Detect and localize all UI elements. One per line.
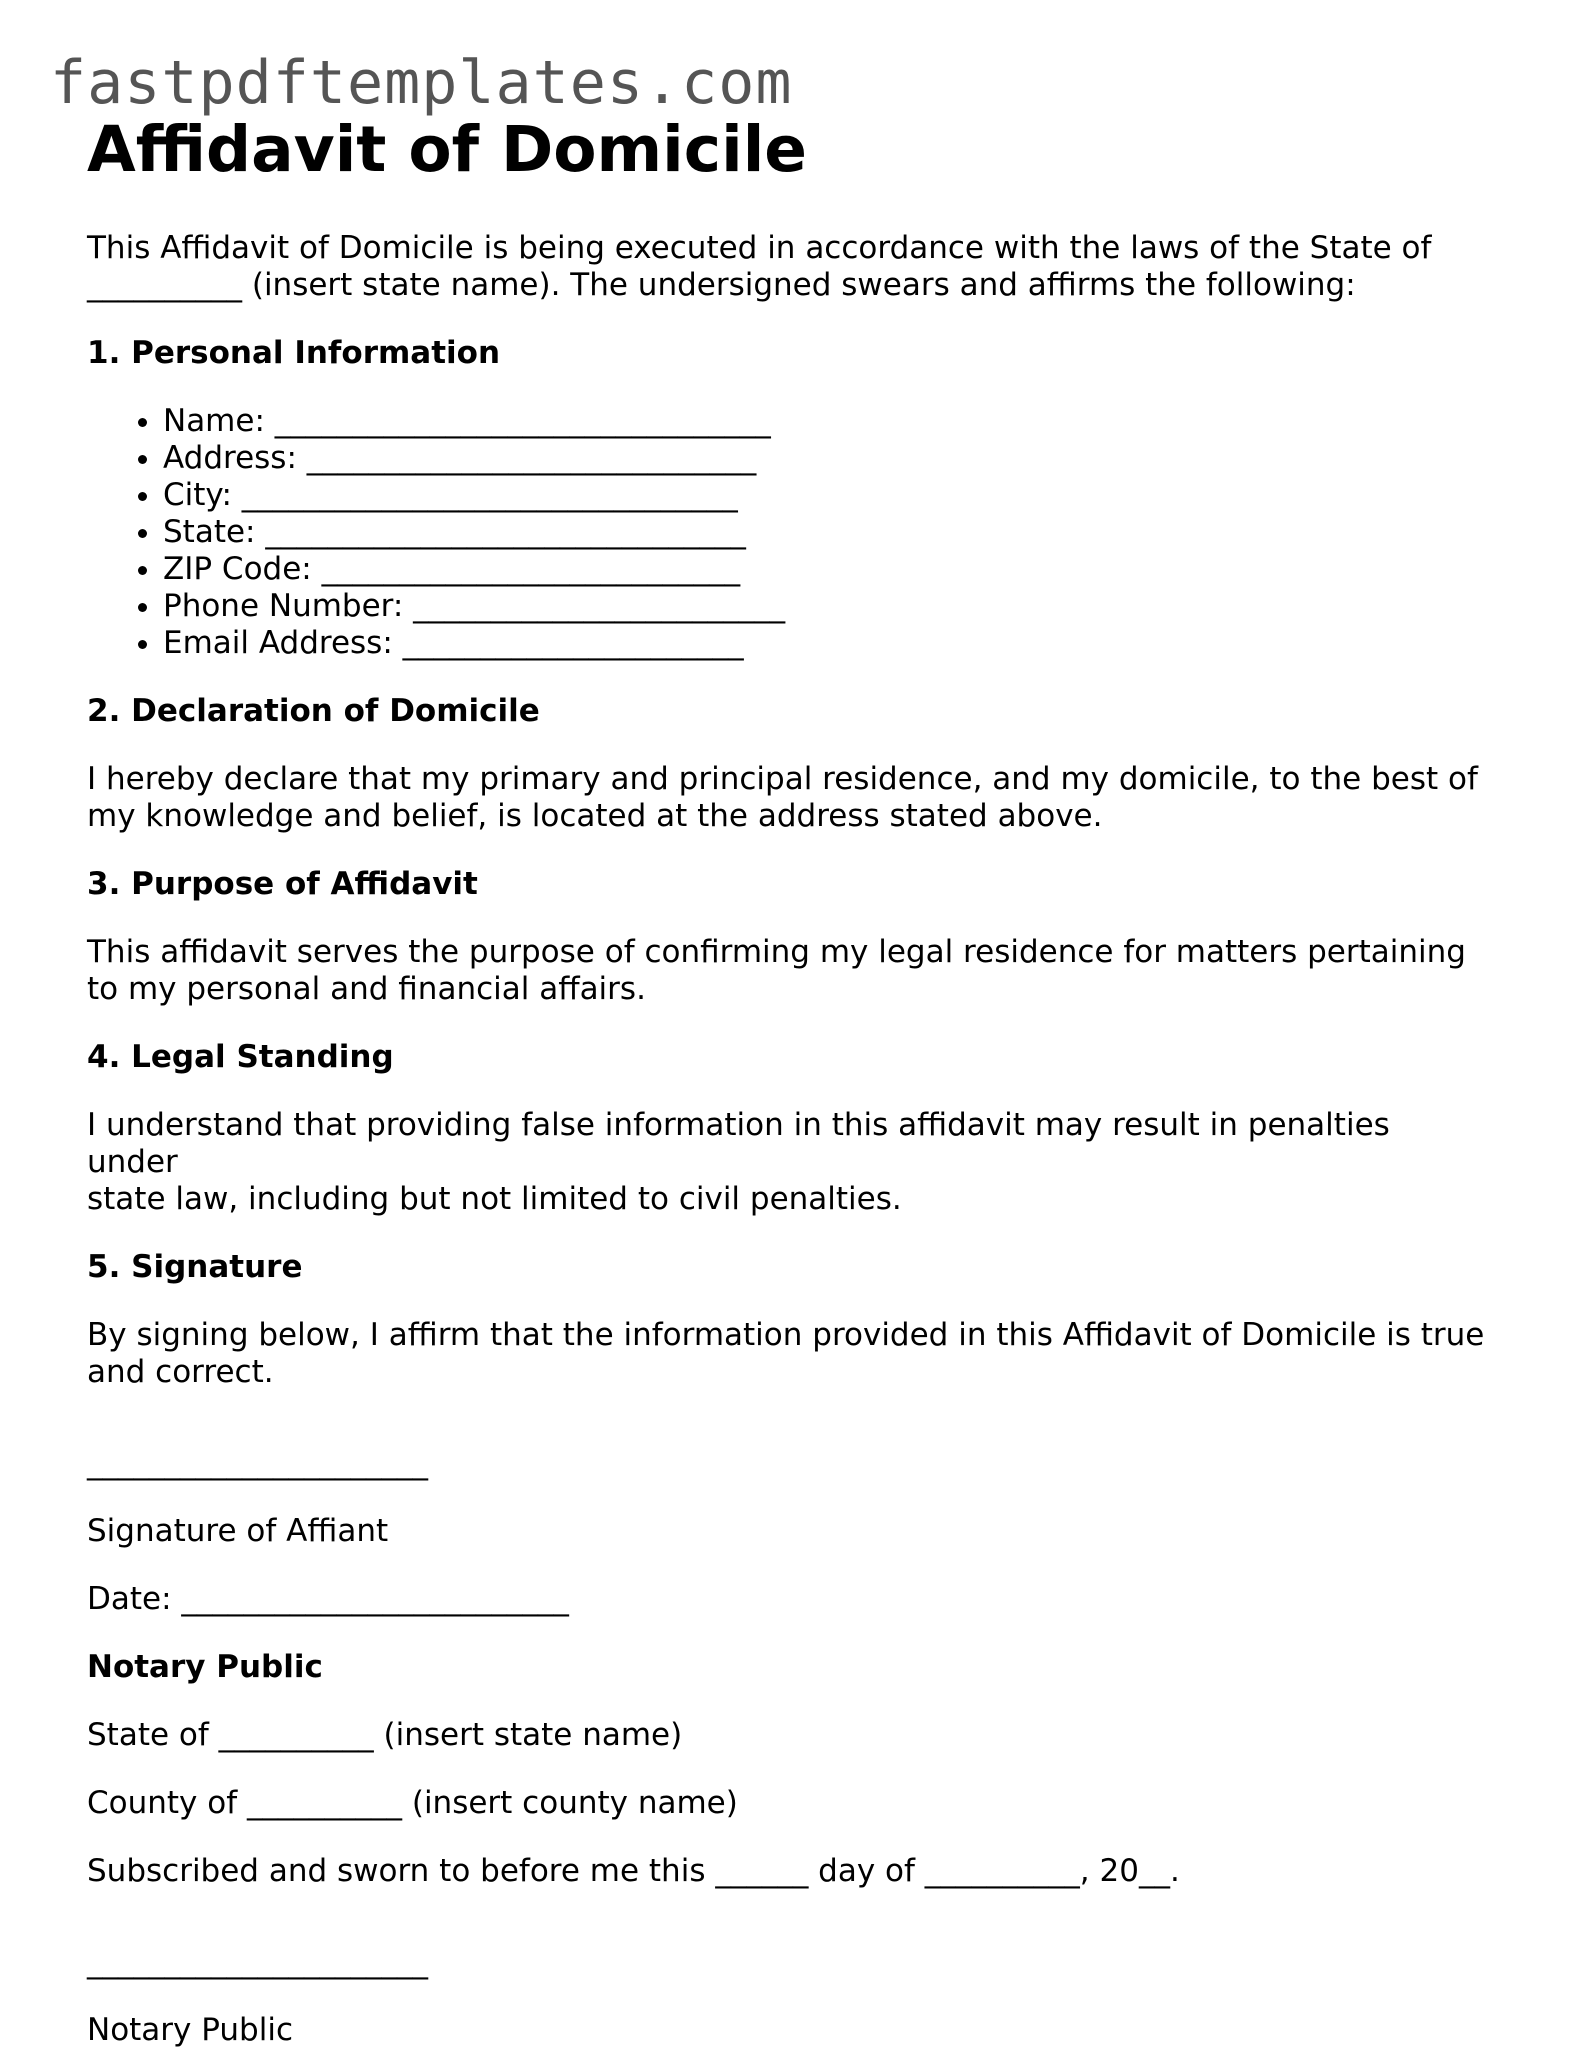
document-page <box>87 112 1487 2049</box>
name-field[interactable]: • Name: ________________________________ <box>163 403 1487 440</box>
signature-text: By signing below, I affirm that the information provided in this Affidavit of Domicile is true and correct. <box>87 1317 1485 1390</box>
watermark: fastpdftemplates.com <box>50 48 793 118</box>
purpose-heading: 3. Purpose of Affidavit <box>87 866 478 902</box>
intro-paragraph: This Affidavit of Domicile is being executed in accordance with the laws of the State of __________ (insert state name). The undersigned swears and affirms the following: <box>87 230 1432 303</box>
state-field[interactable]: • State: _______________________________ <box>163 514 1487 551</box>
notary-signature-line[interactable]: ______________________ <box>87 1944 428 1980</box>
personal-info-list <box>87 403 1487 662</box>
signature-heading: 5. Signature <box>87 1249 303 1285</box>
signature-date-field[interactable]: Date: _________________________ <box>87 1581 569 1617</box>
phone-number-field[interactable]: • Phone Number: ________________________ <box>163 588 1487 625</box>
city-field[interactable]: • City: ________________________________ <box>163 477 1487 514</box>
document-title: Affidavit of Domicile <box>87 113 808 186</box>
declaration-heading: 2. Declaration of Domicile <box>87 693 540 729</box>
legal-standing-text: I understand that providing false information in this affidavit may result in penalties under state law, including but not limited to civil penalties. <box>87 1107 1390 1217</box>
notary-sworn-statement[interactable]: Subscribed and sworn to before me this ______ day of __________, 20__. <box>87 1853 1180 1889</box>
notary-signature-label: Notary Public <box>87 2012 293 2048</box>
notary-state-field[interactable]: State of __________ (insert state name) <box>87 1717 683 1753</box>
notary-heading: Notary Public <box>87 1649 323 1685</box>
email-address-field[interactable]: • Email Address: ______________________ <box>163 625 1487 662</box>
legal-standing-heading: 4. Legal Standing <box>87 1039 394 1075</box>
personal-info-heading: 1. Personal Information <box>87 335 501 371</box>
affiant-signature-label: Signature of Affiant <box>87 1513 389 1549</box>
affiant-signature-line[interactable]: ______________________ <box>87 1445 428 1481</box>
address-field[interactable]: • Address: _____________________________ <box>163 440 1487 477</box>
declaration-text: I hereby declare that my primary and principal residence, and my domicile, to the best of my knowledge and belief, is located at the address stated above. <box>87 761 1478 834</box>
zip-code-field[interactable]: • ZIP Code: ___________________________ <box>163 551 1487 588</box>
notary-county-field[interactable]: County of __________ (insert county name) <box>87 1785 738 1821</box>
purpose-text: This affidavit serves the purpose of confirming my legal residence for matters pertaining to my personal and financial affairs. <box>87 934 1466 1007</box>
